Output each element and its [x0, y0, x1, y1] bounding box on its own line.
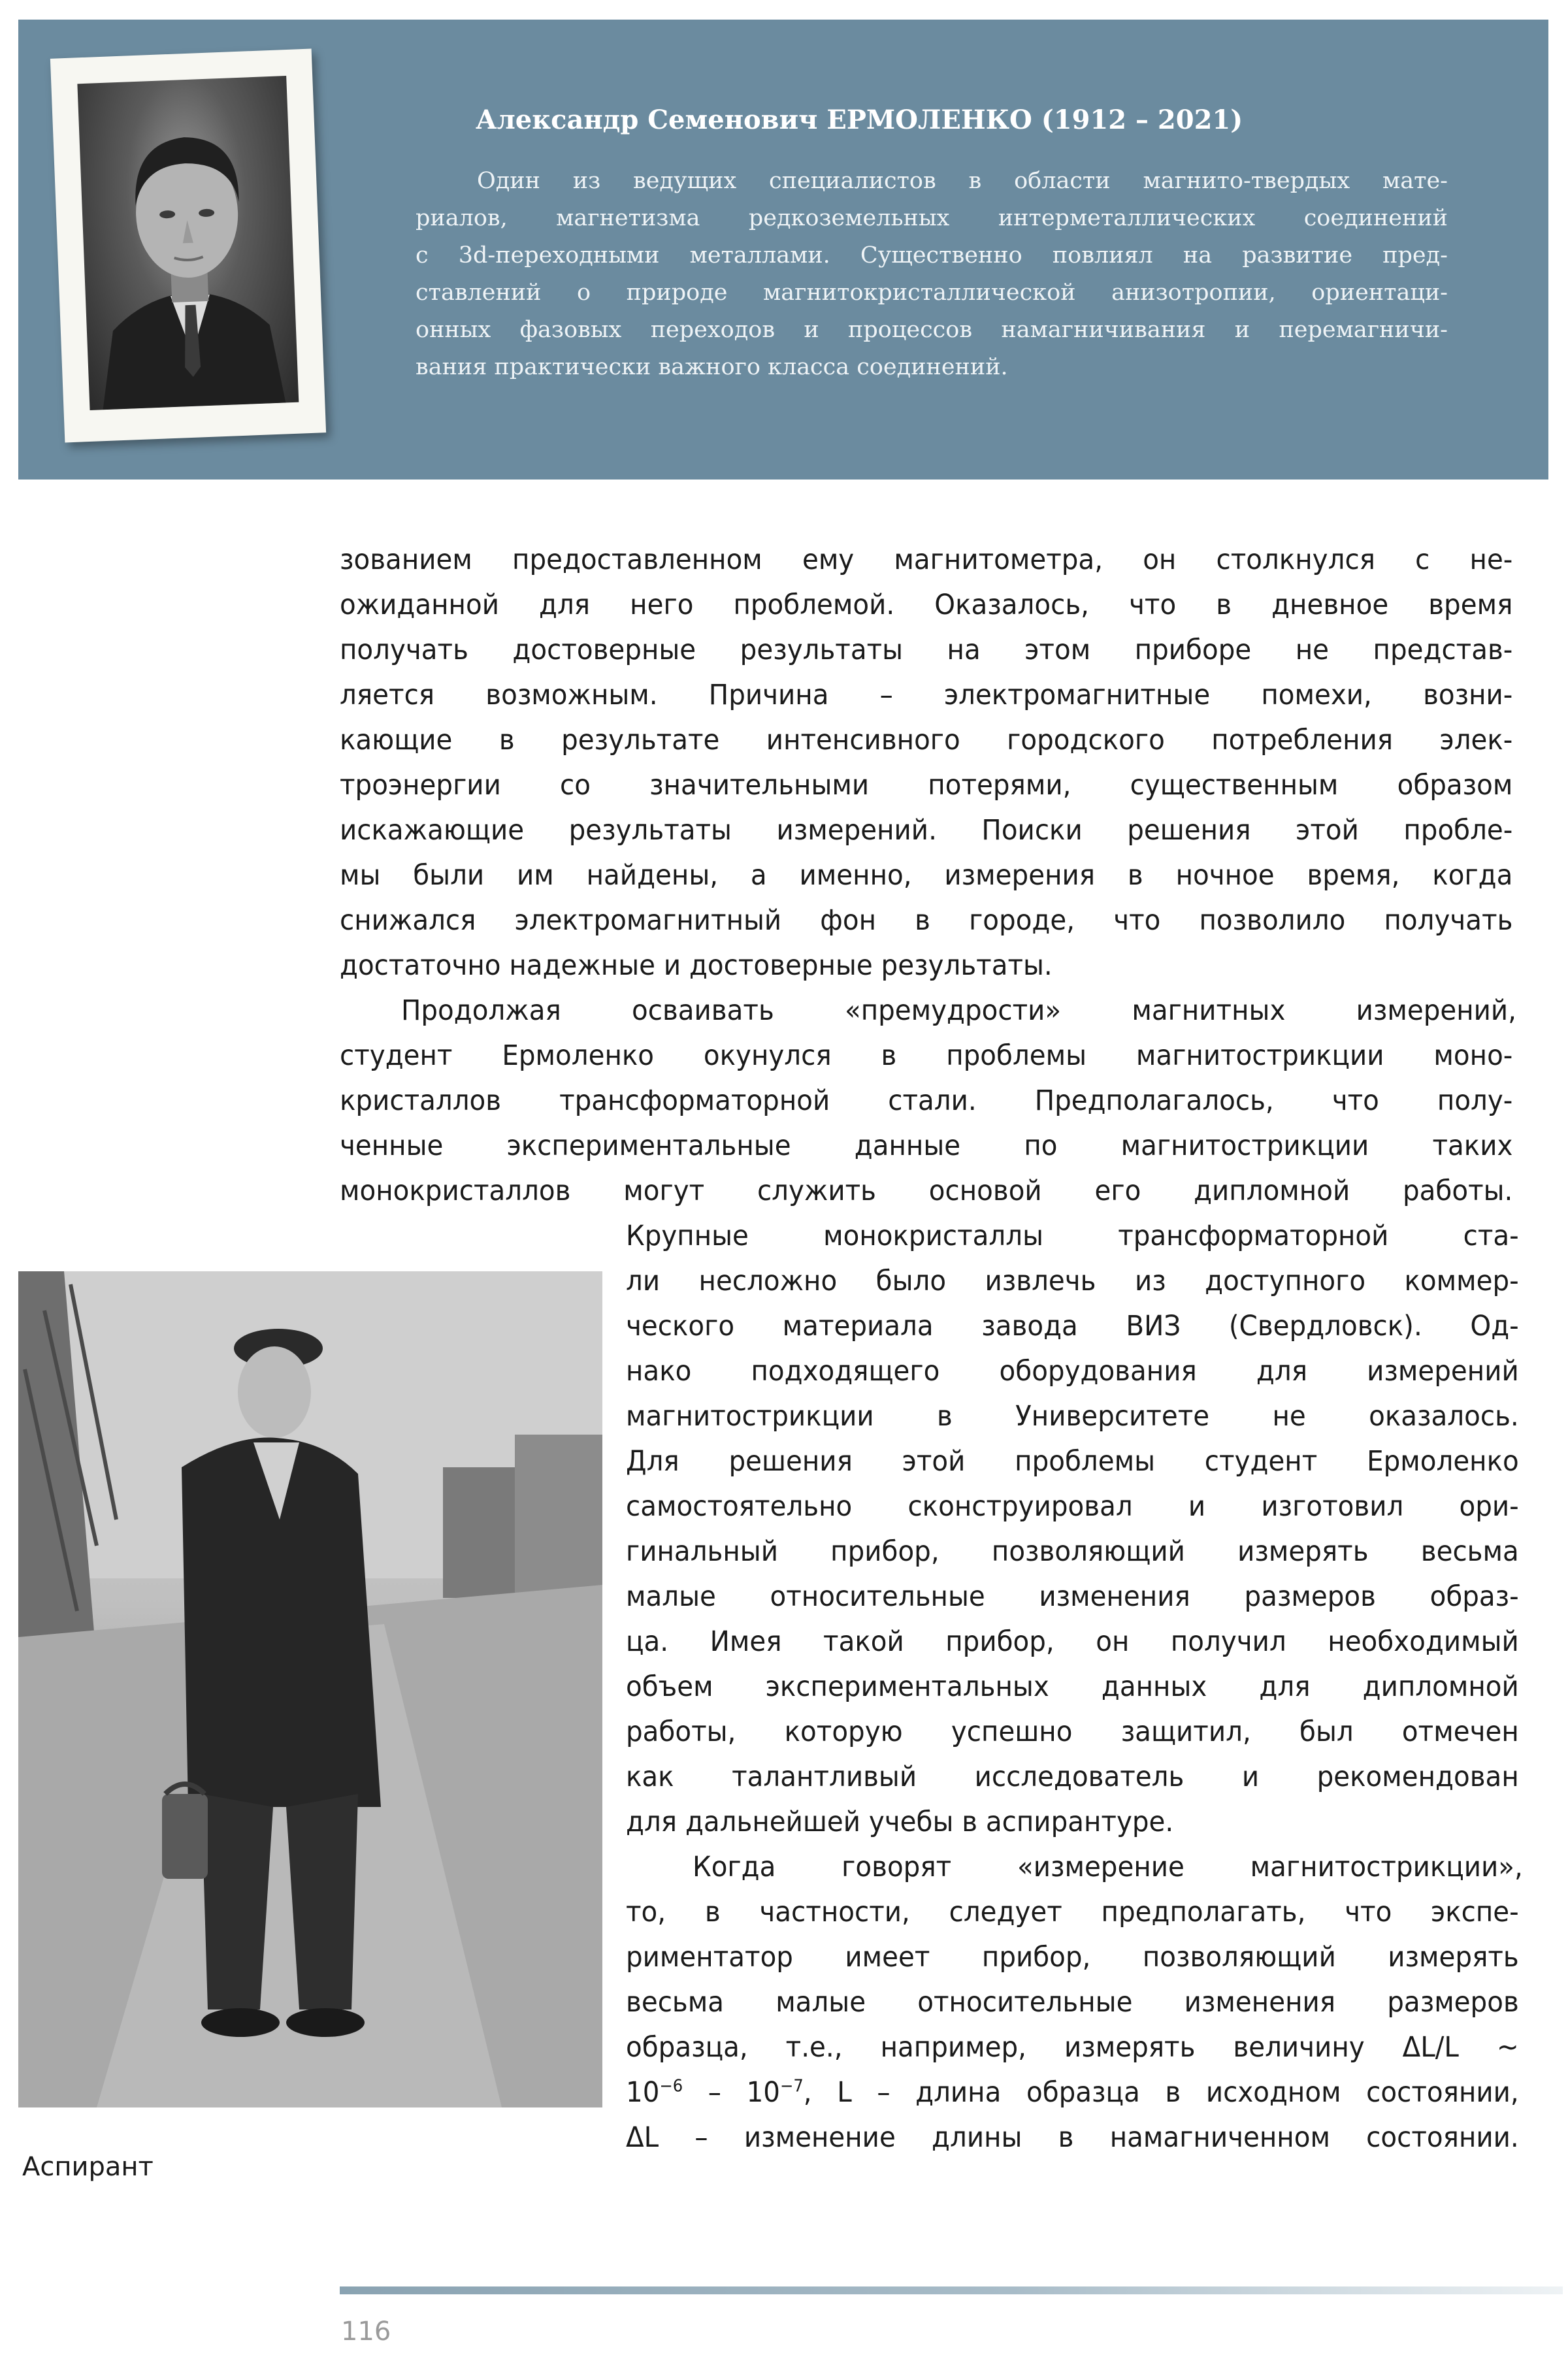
body-line: троэнергии со значительными потерями, существенным образом [340, 769, 1513, 802]
photo-caption: Аспирант [22, 2152, 154, 2182]
bio-line: риалов, магнетизма редкоземельных интерметаллических соединений [416, 205, 1448, 231]
body-line: ляется возможным. Причина – электромагнитные помехи, возни- [340, 679, 1513, 711]
body-line: ца. Имея такой прибор, он получил необходимый [626, 1625, 1519, 1658]
body-line: студент Ермоленко окунулся в проблемы магнитострикции моно- [340, 1039, 1513, 1072]
body-line: ΔL – изменение длины в намагниченном состоянии. [626, 2121, 1519, 2154]
formula-exponent: −6 [659, 2076, 683, 2096]
portrait-photo [77, 76, 299, 410]
page-number: 116 [341, 2317, 391, 2347]
bio-line: ставлений о природе магнитокристаллической анизотропии, ориентаци- [416, 280, 1448, 306]
body-line: для дальнейшей учебы в аспирантуре. [626, 1806, 1174, 1838]
portrait-illustration [77, 76, 299, 410]
formula-base: 10 [746, 2076, 781, 2109]
body-line: получать достоверные результаты на этом приборе не представ- [340, 634, 1513, 666]
body-line: риментатор имеет прибор, позволяющий измерять [626, 1941, 1519, 1974]
body-line: монокристаллов могут служить основой его дипломной работы. [340, 1175, 1513, 1207]
formula-base: 10 [626, 2076, 660, 2109]
body-line: весьма малые относительные изменения размеров [626, 1986, 1519, 2019]
body-line: искажающие результаты измерений. Поиски решения этой пробле- [340, 814, 1513, 847]
formula-text: , L – длина образца в исходном состоянии, [803, 2076, 1519, 2109]
body-line: как талантливый исследователь и рекомендован [626, 1761, 1519, 1793]
bio-line: Один из ведущих специалистов в области магнито-твердых мате- [477, 168, 1448, 194]
student-photo-illustration [18, 1271, 602, 2107]
body-line: ческого материала завода ВИЗ (Свердловск). Од- [626, 1310, 1519, 1342]
student-photo [18, 1271, 602, 2107]
body-line: Для решения этой проблемы студент Ермоленко [626, 1445, 1519, 1478]
formula-exponent: −7 [780, 2076, 804, 2096]
body-line: Когда говорят «измерение магнитострикции», [693, 1851, 1523, 1883]
body-line: объем экспериментальных данных для дипломной [626, 1670, 1519, 1703]
body-line: Крупные монокристаллы трансформаторной ста- [626, 1220, 1519, 1252]
body-line: то, в частности, следует предполагать, что экспе- [626, 1896, 1519, 1928]
portrait-photo-frame [50, 49, 326, 443]
bio-line: вания практически важного класса соединений. [416, 354, 1008, 380]
bio-line: онных фазовых переходов и процессов намагничивания и перемагничи- [416, 317, 1448, 343]
body-line: ли несложно было извлечь из доступного коммер- [626, 1265, 1519, 1297]
body-line: достаточно надежные и достоверные результаты. [340, 949, 1053, 982]
body-line: ченные экспериментальные данные по магнитострикции таких [340, 1130, 1513, 1162]
body-line: кающие в результате интенсивного городского потребления элек- [340, 724, 1513, 757]
body-line: снижался электромагнитный фон в городе, что позволило получать [340, 904, 1513, 937]
body-line: работы, которую успешно защитил, был отмечен [626, 1716, 1519, 1748]
body-line: магнитострикции в Университете не оказалось. [626, 1400, 1519, 1433]
body-line: кристаллов трансформаторной стали. Предполагалось, что полу- [340, 1084, 1513, 1117]
body-line: Продолжая осваивать «премудрости» магнитных измерений, [401, 994, 1517, 1027]
body-line: нако подходящего оборудования для измерений [626, 1355, 1519, 1388]
body-line: самостоятельно сконструировал и изготовил ори- [626, 1490, 1519, 1523]
body-line: гинальный прибор, позволяющий измерять весьма [626, 1535, 1519, 1568]
body-line: образца, т.е., например, измерять величину ΔL/L ~ [626, 2031, 1519, 2064]
body-line: малые относительные изменения размеров образ- [626, 1580, 1519, 1613]
footer-rule [340, 2286, 1563, 2294]
person-name-heading: Александр Семенович ЕРМОЛЕНКО (1912 – 2021) [476, 105, 1243, 135]
bio-line: с 3d-переходными металлами. Существенно повлиял на развитие пред- [416, 242, 1448, 268]
formula-line [626, 2076, 1519, 2110]
body-line: мы были им найдены, а именно, измерения в ночное время, когда [340, 859, 1513, 892]
body-line: ожиданной для него проблемой. Оказалось, что в дневное время [340, 589, 1513, 621]
body-line: зованием предоставленном ему магнитометра, он столкнулся с не- [340, 544, 1513, 576]
formula-dash: – [683, 2076, 747, 2109]
